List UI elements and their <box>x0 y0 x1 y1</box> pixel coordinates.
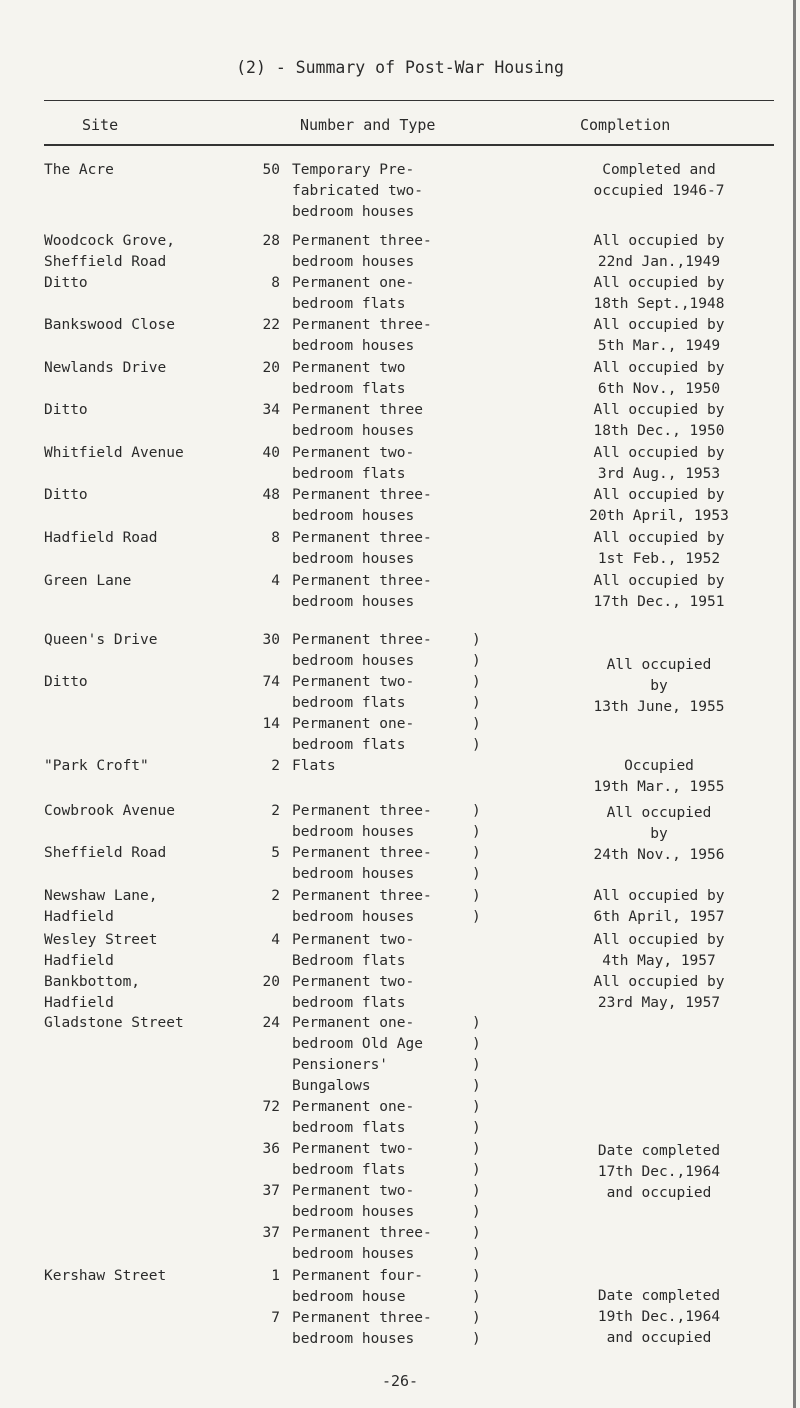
unit-count: 28 <box>262 233 280 249</box>
unit-count: 48 <box>262 487 280 503</box>
group-completion-kershaw: Date completed <box>597 1288 721 1304</box>
unit-type: bedroom flats <box>292 695 406 711</box>
unit-type: bedroom flats <box>292 381 406 397</box>
bracket-mark: ) <box>472 1120 481 1136</box>
completion-date: All occupied by <box>593 974 725 990</box>
group-completion-kershaw: and occupied <box>606 1330 712 1346</box>
site-name: Newshaw Lane, <box>44 888 158 904</box>
unit-type: Permanent three- <box>292 845 432 861</box>
unit-type: bedroom flats <box>292 737 406 753</box>
unit-type: Permanent three- <box>292 1225 432 1241</box>
unit-type: bedroom houses <box>292 551 415 567</box>
unit-type: Permanent four- <box>292 1268 423 1284</box>
unit-count: 14 <box>262 716 280 732</box>
unit-count: 24 <box>262 1015 280 1031</box>
site-name: Ditto <box>44 487 88 503</box>
unit-type: Pensioners' <box>292 1057 389 1073</box>
unit-type: Permanent one- <box>292 1099 415 1115</box>
completion-date: 1st Feb., 1952 <box>597 551 721 567</box>
bracket-mark: ) <box>472 1331 481 1347</box>
unit-count: 7 <box>271 1310 280 1326</box>
site-name-line2: Hadfield <box>44 953 114 969</box>
completion-date: 5th Mar., 1949 <box>597 338 721 354</box>
site-name: The Acre <box>44 162 114 178</box>
unit-type: bedroom houses <box>292 508 415 524</box>
unit-type: bedroom houses <box>292 1204 415 1220</box>
site-name: Kershaw Street <box>44 1268 167 1284</box>
unit-count: 34 <box>262 402 280 418</box>
unit-count: 36 <box>262 1141 280 1157</box>
unit-type: bedroom houses <box>292 1246 415 1262</box>
bracket-mark: ) <box>472 824 481 840</box>
completion-date: All occupied by <box>593 445 725 461</box>
site-name: Ditto <box>44 275 88 291</box>
completion-date: 18th Sept.,1948 <box>593 296 725 312</box>
completion-date: occupied 1946-7 <box>593 183 725 199</box>
unit-type: bedroom Old Age <box>292 1036 423 1052</box>
unit-type: Permanent two- <box>292 1183 415 1199</box>
unit-type: Permanent one- <box>292 275 415 291</box>
completion-date: All occupied by <box>593 530 725 546</box>
unit-type: bedroom houses <box>292 866 415 882</box>
unit-count: 20 <box>262 974 280 990</box>
page-edge-line <box>793 0 796 1408</box>
site-name: Wesley Street <box>44 932 158 948</box>
unit-type: Bedroom flats <box>292 953 406 969</box>
unit-count: 30 <box>262 632 280 648</box>
completion-date: 3rd Aug., 1953 <box>597 466 721 482</box>
unit-type: bedroom houses <box>292 824 415 840</box>
header-top-rule <box>44 100 774 101</box>
bracket-mark: ) <box>472 1204 481 1220</box>
site-name-line2: Hadfield <box>44 909 114 925</box>
group-completion-queens: All occupied <box>606 657 712 673</box>
unit-count: 1 <box>271 1268 280 1284</box>
group-completion-cowbrook: by <box>650 826 668 842</box>
column-header-number-type: Number and Type <box>300 116 436 134</box>
bracket-mark: ) <box>472 1036 481 1052</box>
group-completion-kershaw: 19th Dec.,1964 <box>597 1309 721 1325</box>
site-name: Queen's Drive <box>44 632 158 648</box>
site-name: Gladstone Street <box>44 1015 184 1031</box>
bracket-mark: ) <box>472 866 481 882</box>
bracket-mark: ) <box>472 1289 481 1305</box>
completion-date: All occupied by <box>593 888 725 904</box>
unit-type: bedroom flats <box>292 466 406 482</box>
unit-count: 5 <box>271 845 280 861</box>
bracket-mark: ) <box>472 653 481 669</box>
completion-date: 6th Nov., 1950 <box>597 381 721 397</box>
unit-type: Permanent two- <box>292 674 415 690</box>
completion-date: All occupied by <box>593 233 725 249</box>
site-name: "Park Croft" <box>44 758 149 774</box>
bracket-mark: ) <box>472 1268 481 1284</box>
completion-date: 23rd May, 1957 <box>597 995 721 1011</box>
site-name: Hadfield Road <box>44 530 158 546</box>
completion-date: 20th April, 1953 <box>589 508 729 524</box>
bracket-mark: ) <box>472 716 481 732</box>
site-name: Woodcock Grove, <box>44 233 175 249</box>
site-name: Bankswood Close <box>44 317 175 333</box>
completion-date: All occupied by <box>593 932 725 948</box>
unit-type: bedroom houses <box>292 909 415 925</box>
unit-count: 8 <box>271 275 280 291</box>
unit-count: 2 <box>271 803 280 819</box>
page-number: -26- <box>381 1372 419 1390</box>
completion-date: All occupied by <box>593 275 725 291</box>
site-name: Bankbottom, <box>44 974 141 990</box>
unit-type: Permanent three- <box>292 888 432 904</box>
unit-type: Permanent two- <box>292 445 415 461</box>
completion-date: All occupied by <box>593 573 725 589</box>
unit-count: 2 <box>271 888 280 904</box>
unit-type: Permanent three- <box>292 317 432 333</box>
group-completion-cowbrook: All occupied <box>606 805 712 821</box>
group-completion-queens: 13th June, 1955 <box>593 699 725 715</box>
group-completion-gladstone: 17th Dec.,1964 <box>597 1164 721 1180</box>
group-completion-gladstone: and occupied <box>606 1185 712 1201</box>
unit-type: bedroom flats <box>292 995 406 1011</box>
unit-count: 74 <box>262 674 280 690</box>
unit-type: bedroom house <box>292 1289 406 1305</box>
unit-count: 2 <box>271 758 280 774</box>
bracket-mark: ) <box>472 1015 481 1031</box>
unit-type: Permanent two- <box>292 1141 415 1157</box>
completion-date: All occupied by <box>593 487 725 503</box>
unit-type: Temporary Pre- <box>292 162 415 178</box>
site-name: Green Lane <box>44 573 132 589</box>
site-name: Newlands Drive <box>44 360 167 376</box>
site-name: Whitfield Avenue <box>44 445 184 461</box>
unit-type: Flats <box>292 758 336 774</box>
bracket-mark: ) <box>472 888 481 904</box>
bracket-mark: ) <box>472 1057 481 1073</box>
unit-type: Permanent two- <box>292 932 415 948</box>
site-name: Ditto <box>44 674 88 690</box>
completion-date: 18th Dec., 1950 <box>593 423 725 439</box>
unit-count: 4 <box>271 573 280 589</box>
unit-type: Permanent three- <box>292 530 432 546</box>
page-title: (2) - Summary of Post-War Housing <box>236 58 564 77</box>
bracket-mark: ) <box>472 803 481 819</box>
bracket-mark: ) <box>472 1099 481 1115</box>
completion-date: 6th April, 1957 <box>593 909 725 925</box>
column-header-completion: Completion <box>580 116 671 134</box>
unit-type: Permanent three- <box>292 1310 432 1326</box>
unit-type: Permanent two <box>292 360 406 376</box>
unit-type: Permanent three- <box>292 233 432 249</box>
unit-type: Permanent one- <box>292 1015 415 1031</box>
group-completion-cowbrook: 24th Nov., 1956 <box>593 847 725 863</box>
unit-count: 50 <box>262 162 280 178</box>
unit-type: fabricated two- <box>292 183 423 199</box>
bracket-mark: ) <box>472 1225 481 1241</box>
unit-type: bedroom houses <box>292 1331 415 1347</box>
completion-date: 4th May, 1957 <box>602 953 716 969</box>
completion-date: 17th Dec., 1951 <box>593 594 725 610</box>
unit-type: Permanent three- <box>292 487 432 503</box>
unit-count: 8 <box>271 530 280 546</box>
site-name: Sheffield Road <box>44 845 167 861</box>
unit-type: bedroom houses <box>292 594 415 610</box>
bracket-mark: ) <box>472 1310 481 1326</box>
bracket-mark: ) <box>472 909 481 925</box>
unit-count: 40 <box>262 445 280 461</box>
unit-type: Permanent three- <box>292 632 432 648</box>
unit-type: bedroom flats <box>292 1120 406 1136</box>
group-completion-queens: by <box>650 678 668 694</box>
unit-type: bedroom houses <box>292 423 415 439</box>
completion-date: All occupied by <box>593 402 725 418</box>
bracket-mark: ) <box>472 1246 481 1262</box>
bracket-mark: ) <box>472 632 481 648</box>
site-name: Cowbrook Avenue <box>44 803 175 819</box>
unit-type: Permanent three <box>292 402 423 418</box>
unit-count: 37 <box>262 1183 280 1199</box>
completion-date: 22nd Jan.,1949 <box>597 254 721 270</box>
bracket-mark: ) <box>472 674 481 690</box>
unit-type: Bungalows <box>292 1078 371 1094</box>
bracket-mark: ) <box>472 695 481 711</box>
unit-type: bedroom houses <box>292 338 415 354</box>
unit-count: 4 <box>271 932 280 948</box>
unit-count: 22 <box>262 317 280 333</box>
bracket-mark: ) <box>472 1183 481 1199</box>
unit-count: 37 <box>262 1225 280 1241</box>
unit-count: 72 <box>262 1099 280 1115</box>
column-header-site: Site <box>82 116 119 134</box>
bracket-mark: ) <box>472 845 481 861</box>
unit-type: Permanent three- <box>292 803 432 819</box>
site-name-line2: Sheffield Road <box>44 254 167 270</box>
header-bottom-rule <box>44 144 774 146</box>
bracket-mark: ) <box>472 1162 481 1178</box>
unit-type: Permanent three- <box>292 573 432 589</box>
unit-type: bedroom houses <box>292 204 415 220</box>
bracket-mark: ) <box>472 737 481 753</box>
unit-type: bedroom flats <box>292 296 406 312</box>
bracket-mark: ) <box>472 1078 481 1094</box>
unit-type: Permanent two- <box>292 974 415 990</box>
completion-date: Occupied <box>624 758 694 774</box>
site-name-line2: Hadfield <box>44 995 114 1011</box>
site-name: Ditto <box>44 402 88 418</box>
bracket-mark: ) <box>472 1141 481 1157</box>
unit-type: bedroom flats <box>292 1162 406 1178</box>
unit-type: bedroom houses <box>292 254 415 270</box>
completion-date: Completed and <box>602 162 716 178</box>
completion-date: 19th Mar., 1955 <box>593 779 725 795</box>
completion-date: All occupied by <box>593 317 725 333</box>
unit-count: 20 <box>262 360 280 376</box>
unit-type: bedroom houses <box>292 653 415 669</box>
group-completion-gladstone: Date completed <box>597 1143 721 1159</box>
completion-date: All occupied by <box>593 360 725 376</box>
unit-type: Permanent one- <box>292 716 415 732</box>
